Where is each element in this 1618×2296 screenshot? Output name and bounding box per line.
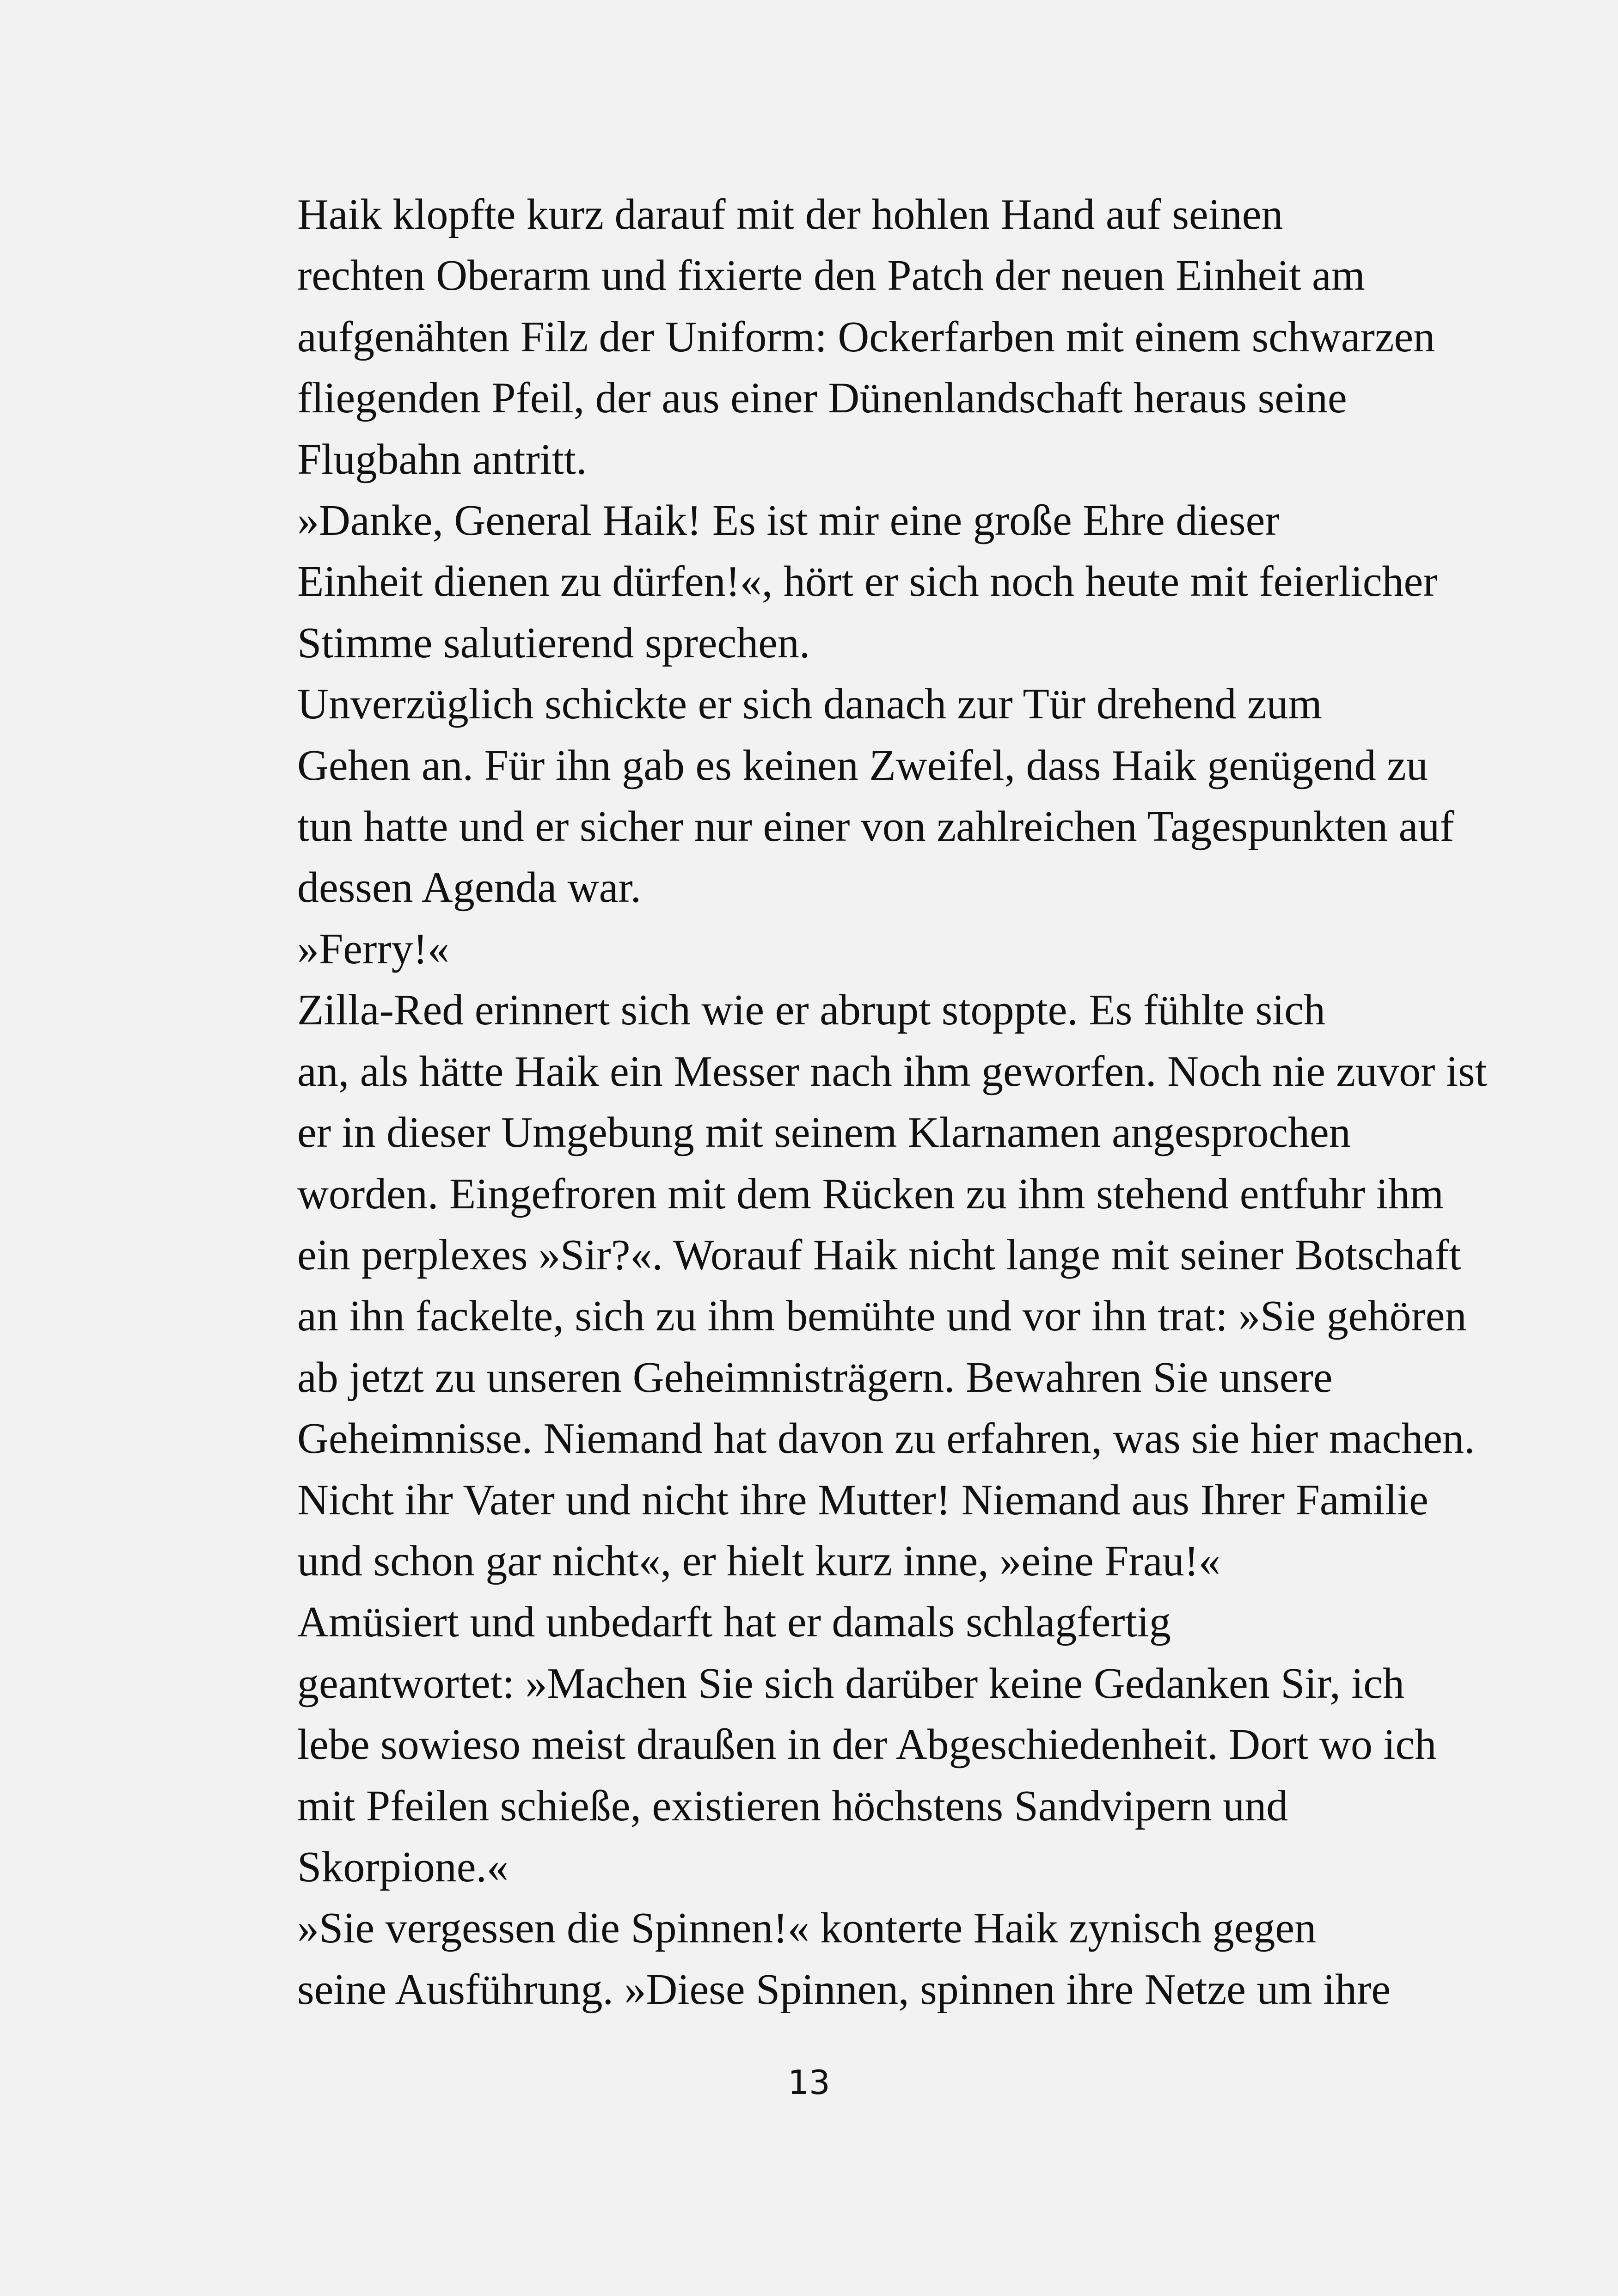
text-line: tun hatte und er sicher nur einer von zahlreichen Tagespunkten auf [297, 802, 1454, 851]
paragraph [186, 1898, 1481, 2020]
text-line: Flugbahn antritt. [297, 435, 587, 484]
paragraph [186, 184, 1481, 490]
paragraph [186, 980, 1487, 1592]
text-line: Skorpione.« [297, 1843, 509, 1891]
text-line: an, als hätte Haik ein Messer nach ihm geworfen. Noch nie zuvor ist [297, 1047, 1487, 1096]
text-line: Zilla-Red erinnert sich wie er abrupt stoppte. Es fühlte sich [297, 986, 1326, 1035]
text-line: Stimme salutierend sprechen. [297, 618, 810, 667]
text-line: dessen Agenda war. [297, 863, 641, 912]
text-line: Haik klopfte kurz darauf mit der hohlen Hand auf seinen [297, 190, 1283, 239]
text-line: an ihn fackelte, sich zu ihm bemühte und vor ihn trat: »Sie gehören [297, 1292, 1467, 1341]
paragraph [186, 918, 1481, 980]
text-line: mit Pfeilen schieße, existieren höchstens Sandvipern und [297, 1782, 1288, 1830]
text-line: ab jetzt zu unseren Geheimnisträgern. Bewahren Sie unsere [297, 1353, 1333, 1402]
text-line: »Danke, General Haik! Es ist mir eine große Ehre dieser [297, 496, 1280, 545]
page-number: 13 [788, 2063, 830, 2102]
text-line: Einheit dienen zu dürfen!«, hört er sich noch heute mit feierlicher [297, 557, 1438, 606]
text-line: geantwortet: »Machen Sie sich darüber keine Gedanken Sir, ich [297, 1659, 1405, 1708]
paragraph [186, 490, 1481, 673]
text-line: »Ferry!« [297, 925, 449, 973]
text-line: rechten Oberarm und fixierte den Patch der neuen Einheit am [297, 251, 1365, 300]
text-line: lebe sowieso meist draußen in der Abgeschiedenheit. Dort wo ich [297, 1720, 1437, 1769]
page-body [186, 184, 1487, 2020]
paragraph [186, 1592, 1481, 1898]
text-line: »Sie vergessen die Spinnen!« konterte Haik zynisch gegen [297, 1904, 1317, 1953]
text-line: aufgenähten Filz der Uniform: Ockerfarben mit einem schwarzen [297, 312, 1435, 361]
text-line: Gehen an. Für ihn gab es keinen Zweifel, dass Haik genügend zu [297, 741, 1428, 790]
text-line: fliegenden Pfeil, der aus einer Dünenlandschaft heraus seine [297, 374, 1347, 422]
text-line: seine Ausführung. »Diese Spinnen, spinnen ihre Netze um ihre [297, 1965, 1391, 2014]
text-line: worden. Eingefroren mit dem Rücken zu ihm stehend entfuhr ihm [297, 1169, 1444, 1218]
text-line: ein perplexes »Sir?«. Worauf Haik nicht lange mit seiner Botschaft [297, 1231, 1461, 1279]
text-line: Geheimnisse. Niemand hat davon zu erfahren, was sie hier machen. [297, 1414, 1475, 1463]
text-line: und schon gar nicht«, er hielt kurz inne, »eine Frau!« [297, 1537, 1220, 1585]
text-line: Amüsiert und unbedarft hat er damals schlagfertig [297, 1598, 1171, 1647]
text-line: Nicht ihr Vater und nicht ihre Mutter! Niemand aus Ihrer Familie [297, 1476, 1428, 1524]
text-line: er in dieser Umgebung mit seinem Klarnamen angesprochen [297, 1108, 1351, 1157]
paragraph [186, 673, 1481, 918]
text-line: Unverzüglich schickte er sich danach zur Tür drehend zum [297, 680, 1322, 729]
